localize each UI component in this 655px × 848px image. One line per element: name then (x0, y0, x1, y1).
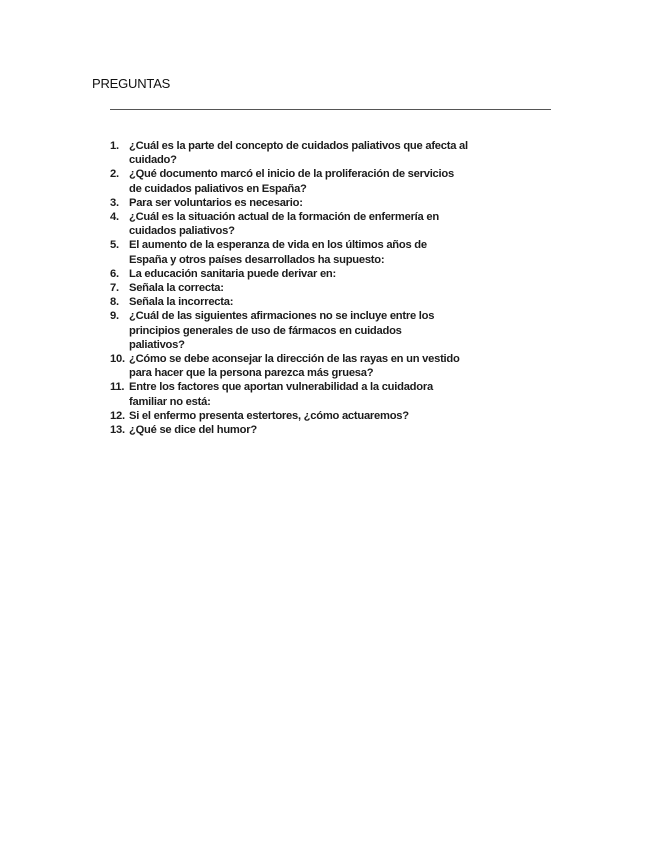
question-list (110, 139, 480, 437)
question-text: Señala la incorrecta: (129, 296, 234, 309)
question-text: ¿Cuál es la situación actual de la formación de enfermería en cuidados paliativos? (129, 211, 439, 238)
question-item-4 (110, 210, 480, 238)
question-text: Si el enfermo presenta estertores, ¿cómo actuaremos? (129, 409, 409, 422)
question-number: 2. (110, 168, 119, 181)
question-text: ¿Cuál de las siguientes afirmaciones no se incluye entre los principios generales de uso de fármacos en cuidados paliativos? (129, 310, 435, 351)
question-item-3 (110, 196, 480, 210)
question-text: La educación sanitaria puede derivar en: (129, 267, 336, 280)
question-item-11 (110, 380, 480, 408)
page-title: PREGUNTAS (92, 76, 171, 91)
title-divider (110, 109, 551, 110)
question-number: 5. (110, 239, 119, 252)
question-item-2 (110, 167, 480, 195)
question-text: ¿Qué documento marcó el inicio de la proliferación de servicios de cuidados paliativos en España? (129, 168, 454, 195)
question-number: 13. (110, 424, 125, 437)
question-number: 12. (110, 409, 125, 422)
question-number: 10. (110, 353, 125, 366)
question-item-5 (110, 238, 480, 266)
question-number: 11. (110, 381, 125, 394)
question-number: 4. (110, 211, 119, 224)
question-number: 8. (110, 296, 119, 309)
question-item-9 (110, 309, 480, 352)
question-item-12 (110, 409, 480, 423)
question-number: 3. (110, 196, 119, 209)
question-item-7 (110, 281, 480, 295)
question-number: 9. (110, 310, 119, 323)
question-item-13 (110, 423, 480, 437)
question-number: 7. (110, 282, 119, 295)
question-text: Entre los factores que aportan vulnerabilidad a la cuidadora familiar no está: (129, 381, 433, 408)
question-text: Señala la correcta: (129, 282, 224, 295)
question-item-6 (110, 267, 480, 281)
question-text: El aumento de la esperanza de vida en los últimos años de España y otros países desarrollados ha supuesto: (129, 239, 427, 266)
question-text: ¿Qué se dice del humor? (129, 424, 257, 437)
question-item-10 (110, 352, 480, 380)
question-item-8 (110, 295, 480, 309)
question-item-1 (110, 139, 480, 167)
question-text: ¿Cómo se debe aconsejar la dirección de las rayas en un vestido para hacer que la persona parezca más gruesa? (129, 353, 460, 380)
question-number: 1. (110, 140, 119, 152)
question-text: Para ser voluntarios es necesario: (129, 196, 303, 209)
question-number: 6. (110, 267, 119, 280)
question-text: ¿Cuál es la parte del concepto de cuidados paliativos que afecta al cuidado? (129, 140, 468, 167)
